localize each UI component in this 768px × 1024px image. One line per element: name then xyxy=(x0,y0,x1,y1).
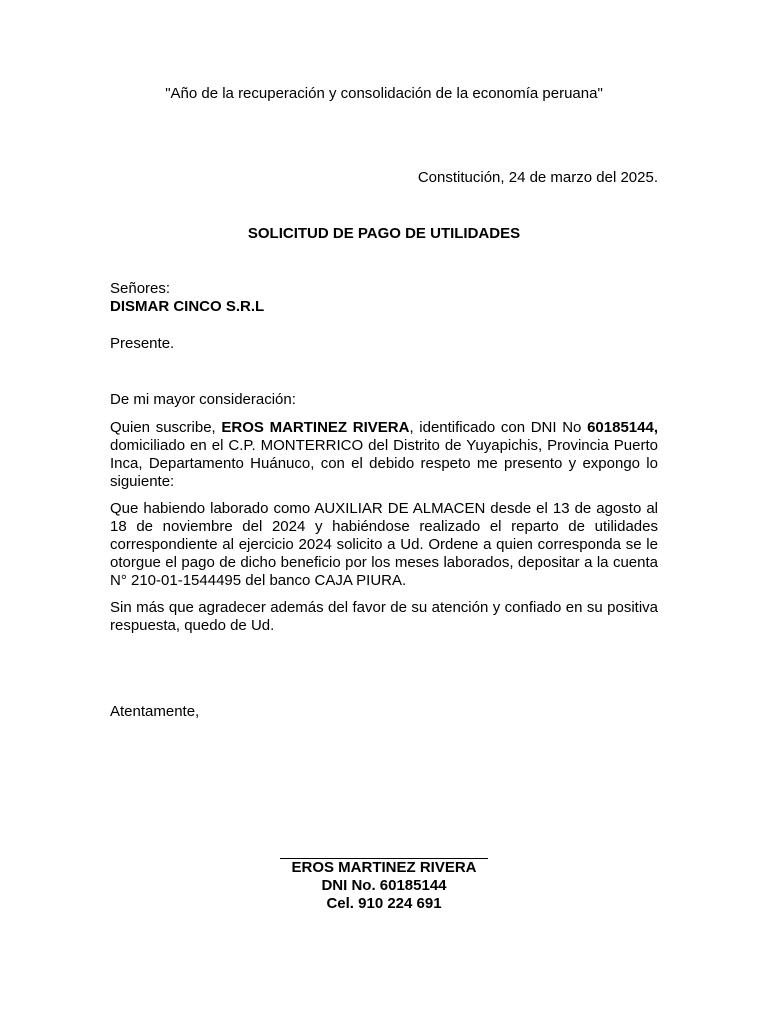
salutation: Señores: xyxy=(110,280,171,297)
paragraph-request: Que habiendo laborado como AUXILIAR DE ALMACEN desde el 13 de agosto al 18 de noviembre del 2024 y habiéndose realizado el reparto de utilidades correspondiente al ejercicio 2024 solicito a Ud. Ordene a quien corresponda se le otorgue el pago de dicho beneficio por los meses laborados, depositar a la cuenta N° 210-01-1544495 del banco CAJA PIURA. xyxy=(110,500,658,589)
paragraph-introduction xyxy=(110,419,658,491)
applicant-name: EROS MARTINEZ RIVERA xyxy=(221,419,410,436)
signature-phone: Cel. 910 224 691 xyxy=(326,895,442,912)
closing: Atentamente, xyxy=(110,703,200,720)
signature-line xyxy=(280,841,488,859)
intro-text-2: , identificado con DNI No xyxy=(409,419,588,436)
intro-text-1: Quien suscribe, xyxy=(110,419,222,436)
place-and-date: Constitución, 24 de marzo del 2025. xyxy=(417,169,658,186)
recipient-company: DISMAR CINCO S.R.L xyxy=(110,298,265,315)
intro-text-3: domiciliado en el C.P. MONTERRICO del Distrito de Yuyapichis, Provincia Puerto Inca, Departamento Huánuco, con el debido respeto me presento y expongo lo siguiente: xyxy=(110,437,658,490)
paragraph-thanks: Sin más que agradecer además del favor de su atención y confiado en su positiva respuesta, quedo de Ud. xyxy=(110,599,658,634)
presente-line: Presente. xyxy=(110,335,175,352)
applicant-dni: 60185144, xyxy=(587,419,658,436)
letter-subject: SOLICITUD DE PAGO DE UTILIDADES xyxy=(247,225,521,242)
signature-name: EROS MARTINEZ RIVERA xyxy=(291,859,477,876)
greeting: De mi mayor consideración: xyxy=(110,391,296,408)
signature-block xyxy=(279,841,489,913)
year-motto: "Año de la recuperación y consolidación de la economía peruana" xyxy=(165,85,603,102)
signature-dni: DNI No. 60185144 xyxy=(321,877,447,894)
letter-body xyxy=(110,391,658,644)
